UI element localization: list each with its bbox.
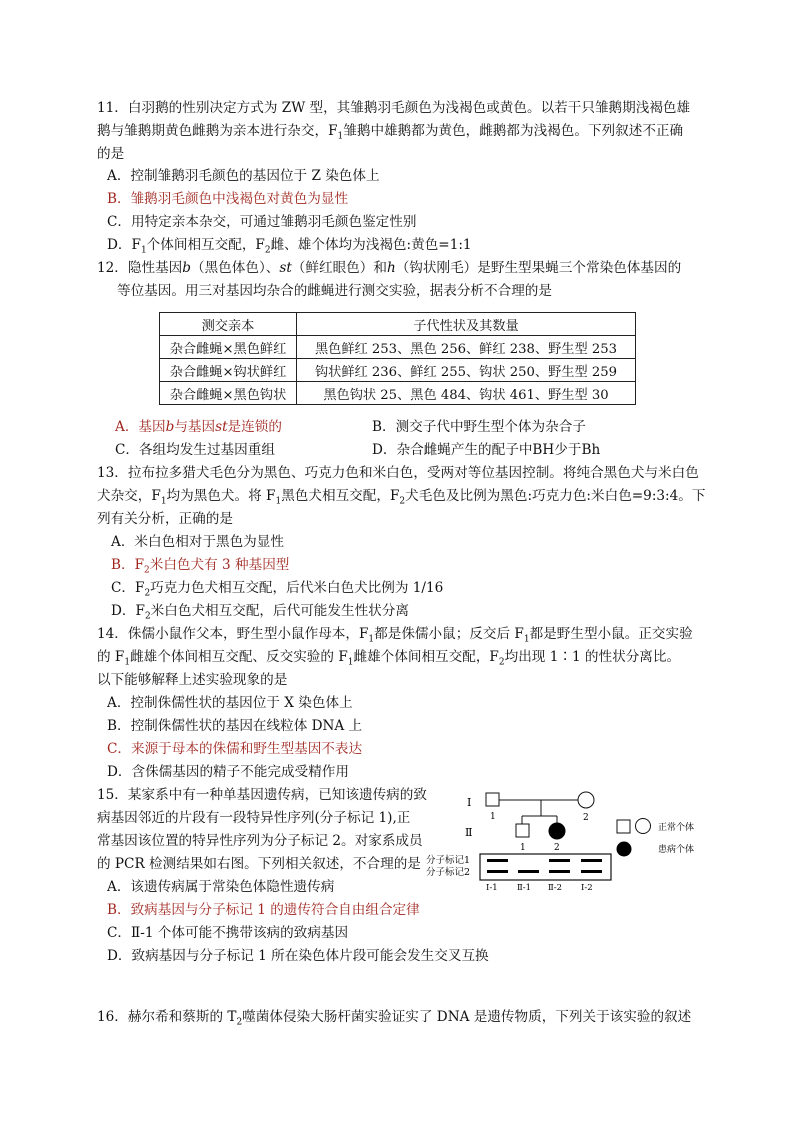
legend-normal-circle [636,819,651,834]
q12-stem-line2: 等位基因。用三对基因均杂合的雌蝇进行测交实验，据表分析不合理的是 [117,283,552,299]
legend-normal-square [617,820,630,833]
q13-option-d: D．$F_2$米白色犬相互交配，后代可能发生性状分离 [111,603,409,622]
gel-band-i1-marker2 [487,870,508,873]
pedigree-i1-number: 1 [490,812,496,822]
table-cell-parent: 杂合雌蝇×黑色鲜红 [160,336,297,359]
table-header-offspring: 子代性状及其数量 [297,313,636,336]
testcross-table [159,312,636,405]
legend-normal-label: 正常个体 [658,823,695,833]
q15-stem-line1: 15．某家系中有一种单基因遗传病，已知该遗传病的致 [97,787,427,803]
table-cell-offspring: 钩状鲜红 236、鲜红 255、钩状 250、野生型 259 [297,359,636,382]
table-row [160,336,636,359]
table-cell-offspring: 黑色鲜红 253、黑色 256、鲜红 238、野生型 253 [297,336,636,359]
table-cell-parent: 杂合雌蝇×钩状鲜红 [160,359,297,382]
table-row [160,382,636,405]
table-cell-parent: 杂合雌蝇×黑色钩状 [160,382,297,405]
gel-band-i2-marker2 [581,870,602,873]
gel-band-i2-marker1 [581,859,602,862]
q11-option-d: D．$F_1$个体间相互交配，$F_2$雌、雄个体均为浅褐色:黄色=1:1 [107,237,472,256]
gel-lane-label: Ⅰ-2 [581,883,593,893]
gel-band-i1-marker1 [487,859,508,862]
q15-stem-line3: 常基因该位置的特异性序列为分子标记 2。对家系成员 [97,833,423,849]
q13-stem-line1: 13．拉布拉多猎犬毛色分为黑色、巧克力色和米白色，受两对等位基因控制。将纯合黑色犬与米白色 [97,465,699,481]
marker2-label: 分子标记2 [426,867,471,878]
pedigree-figure [420,784,720,894]
q12-option-b: B．测交子代中野生型个体为杂合子 [372,419,586,435]
table-row [160,359,636,382]
q15-stem-line2: 病基因邻近的片段有一段特异性序列(分子标记 1),正 [97,810,411,826]
gel-band-ii2-marker1 [549,859,570,862]
q14-option-c: C．来源于母本的侏儒和野生型基因不表达 [107,741,363,757]
gel-band-ii2-marker2 [549,870,570,873]
gel-lane-label: Ⅰ-1 [486,883,498,893]
q15-option-b: B．致病基因与分子标记 1 的遗传符合自由组合定律 [107,902,420,918]
q15-option-d: D．致病基因与分子标记 1 所在染色体片段可能会发生交叉互换 [107,948,489,964]
q12-option-d: D．杂合雌蝇产生的配子中BH少于Bh [372,442,601,458]
q16-stem-line1: 16．赫尔希和蔡斯的 $T_2$噬菌体侵染大肠杆菌实验证实了 DNA 是遗传物质，下列关于该实验的叙述 [97,1009,692,1028]
q11-option-b: B．雏鹅羽毛颜色中浅褐色对黄色为显性 [107,191,349,207]
pedigree-i1-male [486,793,499,806]
table-header-parent: 测交亲本 [160,313,297,336]
q14-stem-line1: 14．侏儒小鼠作父本，野生型小鼠作母本，$F_1$都是侏儒小鼠；反交后 $F_1$都是野生型小鼠。正交实验 [97,626,693,645]
legend-affected-circle [617,842,632,857]
q14-stem-line3: 以下能够解释上述实验现象的是 [97,672,288,688]
marker1-label: 分子标记1 [426,855,471,866]
table-header-row [160,313,636,336]
q11-option-c: C．用特定亲本杂交，可通过雏鹅羽毛颜色鉴定性别 [107,214,417,230]
pedigree-ii1-male [516,824,529,837]
gel-frame [480,854,611,880]
q11-stem-line1: 11．白羽鹅的性别决定方式为 ZW 型，其雏鹅羽毛颜色为浅褐色或黄色。以若干只雏鹅期浅褐色雄 [97,100,691,116]
pedigree-i2-female [578,792,594,808]
q15-option-a: A．该遗传病属于常染色体隐性遗传病 [107,879,335,895]
generation-i-label: Ⅰ [467,796,472,809]
q11-stem-line2: 鹅与雏鹅期黄色雌鹅为亲本进行杂交，$F_1$雏鹅中雄鹅都为黄色，雌鹅都为浅褐色。下列叙述不正确 [97,123,684,142]
table-cell-offspring: 黑色钩状 25、黑色 484、钩状 461、野生型 30 [297,382,636,405]
pedigree-ii2-affected-female [549,823,565,839]
q13-stem-line3: 列有关分析，正确的是 [97,511,233,527]
q12-option-c: C．各组均发生过基因重组 [115,442,275,458]
q12-option-a: A．基因b与基因st是连锁的 [115,419,282,435]
gel-lane-label: Ⅱ-2 [548,883,563,893]
q12-stem-line1: 12．隐性基因b（黑色体色）、st（鲜红眼色）和h（钩状刚毛）是野生型果蝇三个常染色体基因的 [97,260,682,276]
q11-stem-line3: 的是 [97,146,125,162]
legend-affected-label: 患病个体 [658,845,695,855]
q15-option-c: C．Ⅱ-1 个体可能不携带该病的致病基因 [107,925,349,941]
q14-option-a: A．控制侏儒性状的基因位于 X 染色体上 [107,695,353,711]
q14-option-b: B．控制侏儒性状的基因在线粒体 DNA 上 [107,718,363,734]
pedigree-i2-number: 2 [583,813,589,823]
q13-option-c: C．$F_2$巧克力色犬相互交配，后代米白色犬比例为 1/16 [111,580,444,599]
generation-ii-label: Ⅱ [465,826,473,839]
q14-stem-line2: 的 $F_1$雌雄个体间相互交配、反交实验的 $F_1$雌雄个体间相互交配，$F_2$均出现 1∶1 的性状分离比。 [97,649,681,668]
gel-band-ii1-marker2 [518,870,539,873]
pedigree-ii2-number: 2 [554,843,560,853]
pedigree-ii1-number: 1 [520,843,526,853]
gel-lane-label: Ⅱ-1 [517,883,532,893]
q13-option-a: A．米白色相对于黑色为显性 [111,534,284,550]
q14-option-d: D．含侏儒基因的精子不能完成受精作用 [107,764,349,780]
q13-option-b: B．$F_2$米白色犬有 3 种基因型 [111,557,290,576]
q13-stem-line2: 犬杂交，$F_1$均为黑色犬。将 $F_1$黑色犬相互交配，$F_2$犬毛色及比例为黑色:巧克力色:米白色=9:3:4。下 [97,488,706,507]
q11-option-a: A．控制雏鹅羽毛颜色的基因位于 Z 染色体上 [107,168,380,184]
q15-stem-line4: 的 PCR 检测结果如右图。下列相关叙述，不合理的是 [97,856,421,872]
